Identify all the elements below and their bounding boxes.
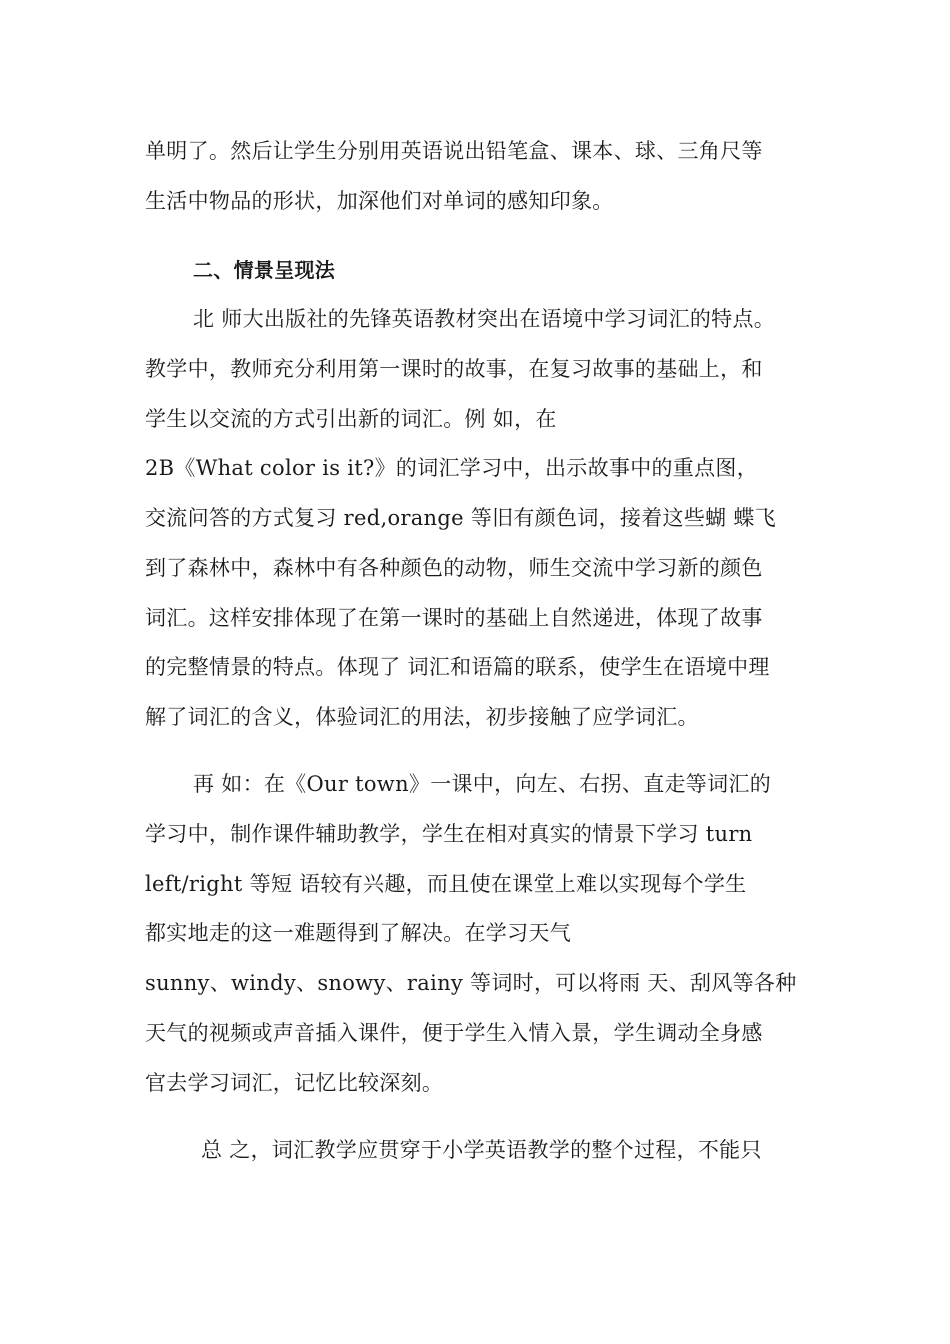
text-line: 单明了。然后让学生分别用英语说出铅笔盒、课本、球、三角尺等 bbox=[145, 139, 763, 163]
text-line: 教学中，教师充分利用第一课时的故事，在复习故事的基础上，和 bbox=[145, 357, 763, 381]
text-line: 北 师大出版社的先锋英语教材突出在语境中学习词汇的特点。 bbox=[193, 307, 776, 331]
text-line: 学生以交流的方式引出新的词汇。例 如，在 bbox=[145, 407, 557, 431]
text-line: 学习中，制作课件辅助教学，学生在相对真实的情景下学习 turn bbox=[145, 822, 753, 846]
text-line: 都实地走的这一难题得到了解决。在学习天气 bbox=[145, 921, 571, 945]
text-line: 生活中物品的形状，加深他们对单词的感知印象。 bbox=[145, 189, 614, 213]
section-heading: 二、情景呈现法 bbox=[193, 258, 336, 282]
text-line: sunny、windy、snowy、rainy 等词时，可以将雨 天、刮风等各种 bbox=[145, 971, 797, 995]
text-line: 2B《What color is it?》的词汇学习中，出示故事中的重点图， bbox=[145, 456, 758, 480]
text-line: left/right 等短 语较有兴趣，而且使在课堂上难以实现每个学生 bbox=[145, 872, 747, 896]
text-line: 解了词汇的含义，体验词汇的用法，初步接触了应学词汇。 bbox=[145, 705, 699, 729]
text-line: 到了森林中，森林中有各种颜色的动物，师生交流中学习新的颜色 bbox=[145, 556, 763, 580]
text-line: 总 之，词汇教学应贯穿于小学英语教学的整个过程，不能只 bbox=[201, 1138, 762, 1162]
text-line: 的完整情景的特点。体现了 词汇和语篇的联系，使学生在语境中理 bbox=[145, 655, 770, 679]
text-line: 词汇。这样安排体现了在第一课时的基础上自然递进，体现了故事 bbox=[145, 606, 763, 630]
text-line: 天气的视频或声音插入课件，便于学生入情入景，学生调动全身感 bbox=[145, 1021, 763, 1045]
text-line: 官去学习词汇，记忆比较深刻。 bbox=[145, 1071, 444, 1095]
text-line: 交流问答的方式复习 red,orange 等旧有颜色词，接着这些蝴 蝶飞 bbox=[145, 506, 777, 530]
text-line: 再 如：在《Our town》一课中，向左、右拐、直走等词汇的 bbox=[193, 772, 772, 796]
